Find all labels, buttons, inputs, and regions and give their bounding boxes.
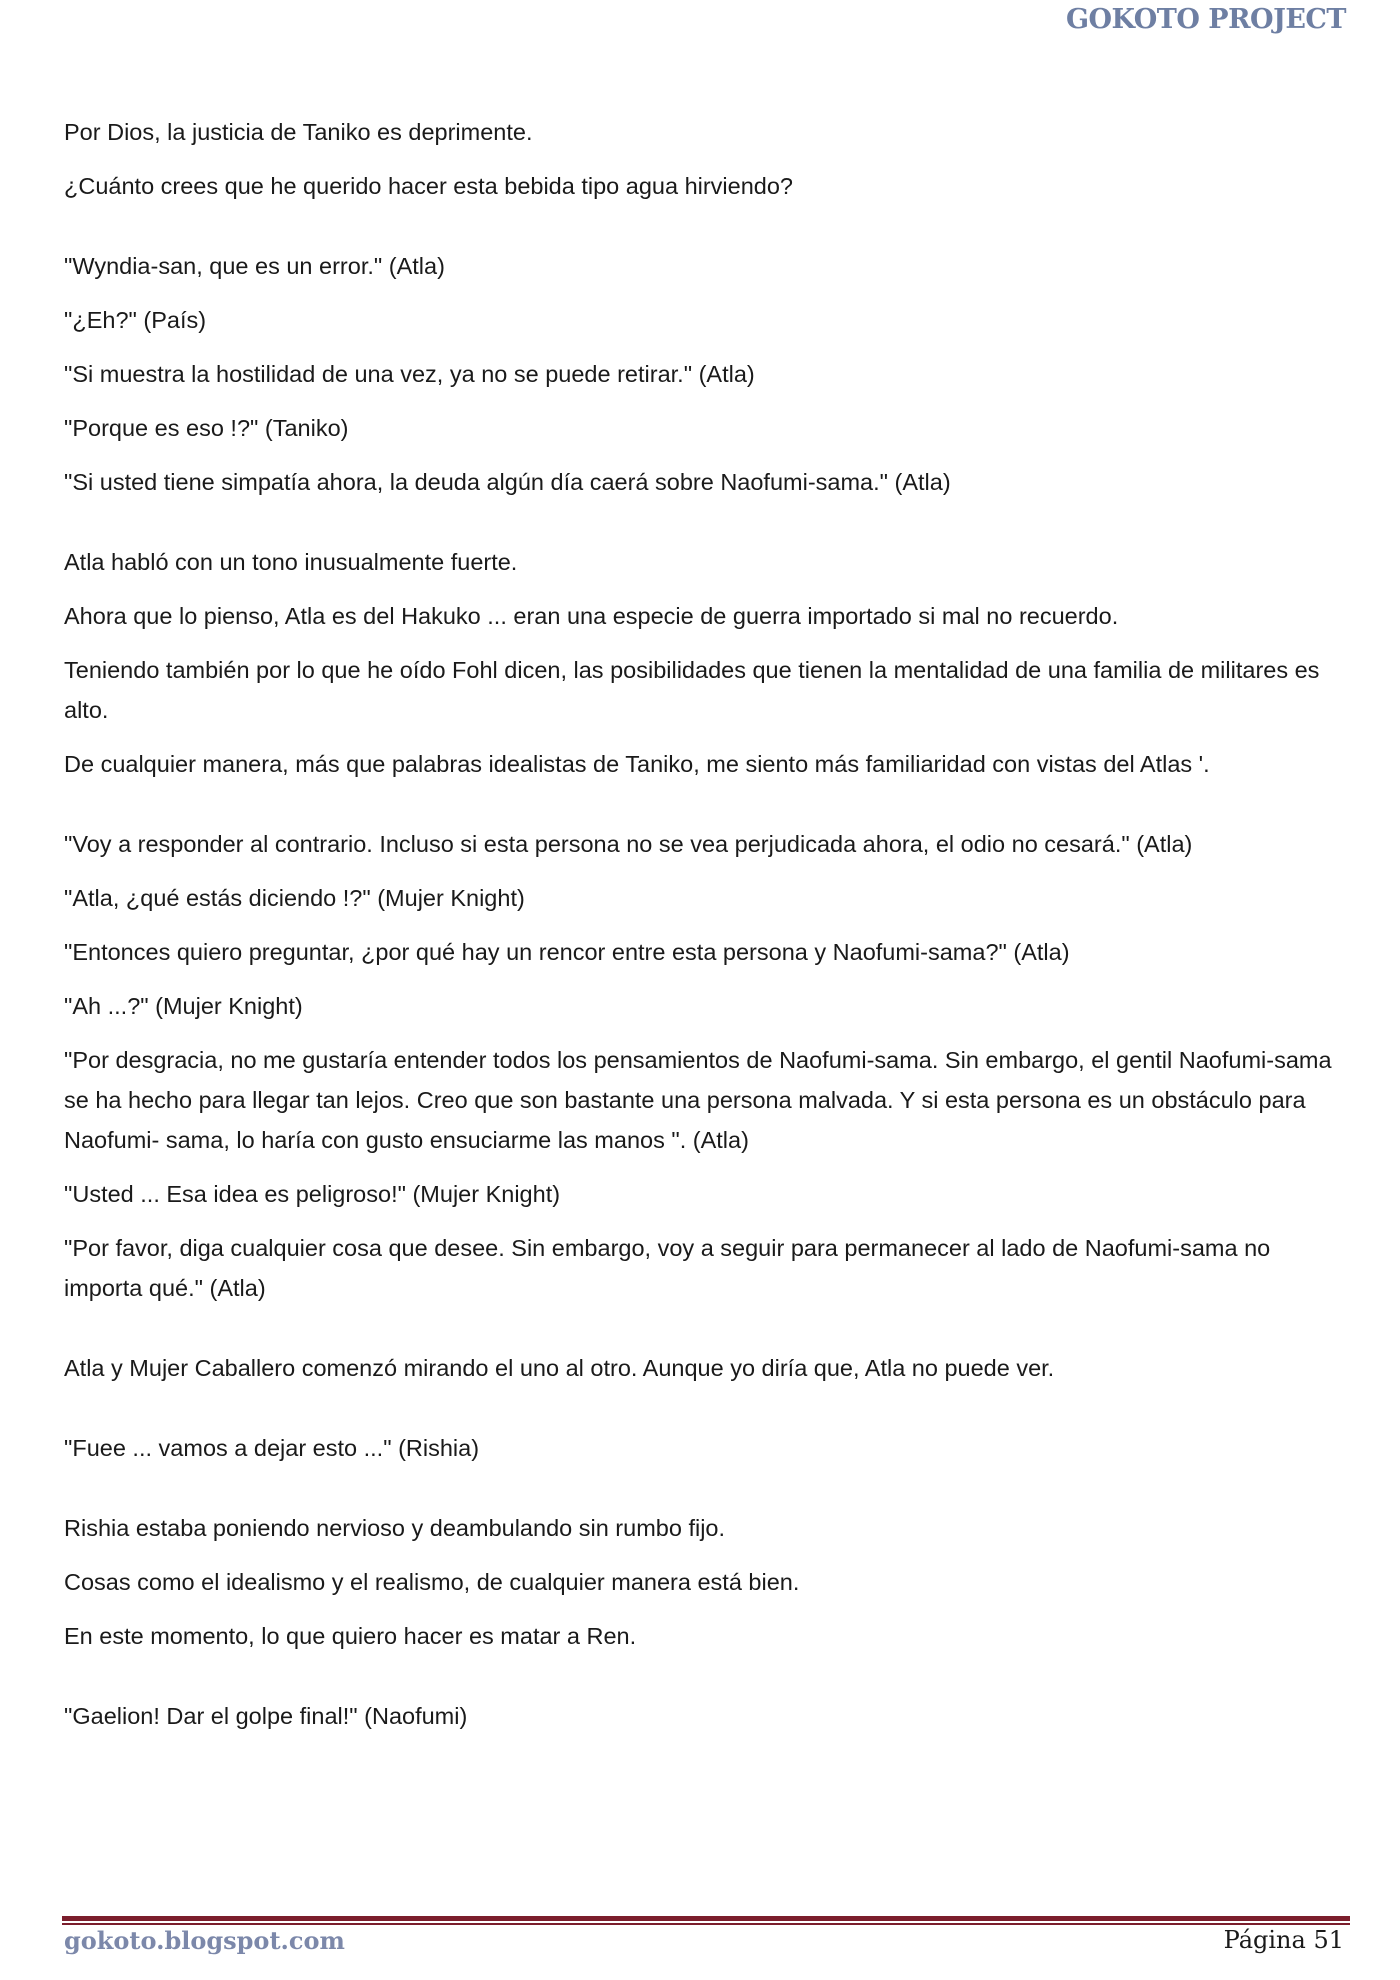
paragraph: Ahora que lo pienso, Atla es del Hakuko ... eran una especie de guerra importado si mal no recuerdo. (64, 603, 1119, 629)
paragraph: "Fuee ... vamos a dejar esto ..." (Rishia) (64, 1435, 480, 1461)
paragraph: "Gaelion! Dar el golpe final!" (Naofumi) (64, 1703, 468, 1729)
footer-divider-thin (62, 1923, 1350, 1925)
paragraph: "Atla, ¿qué estás diciendo !?" (Mujer Knight) (64, 885, 525, 911)
paragraph: Teniendo también por lo que he oído Fohl dicen, las posibilidades que tienen la mentalidad de una familia de militares es alto. (64, 657, 1320, 723)
paragraph: "Si usted tiene simpatía ahora, la deuda algún día caerá sobre Naofumi-sama." (Atla) (64, 469, 951, 495)
paragraph: ¿Cuánto crees que he querido hacer esta bebida tipo agua hirviendo? (64, 173, 794, 199)
paragraph: "Por favor, diga cualquier cosa que desee. Sin embargo, voy a seguir para permanecer al lado de Naofumi-sama no importa qué." (Atla) (64, 1235, 1271, 1301)
paragraph: Atla y Mujer Caballero comenzó mirando el uno al otro. Aunque yo diría que, Atla no puede ver. (64, 1355, 1055, 1381)
project-logo: GOKOTO PROJECT (1065, 4, 1346, 35)
paragraph: "Ah ...?" (Mujer Knight) (64, 993, 303, 1019)
paragraph: "Por desgracia, no me gustaría entender todos los pensamientos de Naofumi-sama. Sin embargo, el gentil Naofumi-sama se ha hecho para llegar tan lejos. Creo que son bastante una persona malvada. Y si esta persona es un obstáculo para Naofumi- sama, lo haría con gusto ensuciarme las manos ". (Atla) (64, 1047, 1332, 1153)
paragraph: "Wyndia-san, que es un error." (Atla) (64, 253, 445, 279)
footer-site-link[interactable]: gokoto.blogspot.com (64, 1926, 345, 1955)
paragraph: "Entonces quiero preguntar, ¿por qué hay un rencor entre esta persona y Naofumi-sama?" (Atla) (64, 939, 1070, 965)
paragraph: En este momento, lo que quiero hacer es matar a Ren. (64, 1623, 637, 1649)
paragraph: "Si muestra la hostilidad de una vez, ya no se puede retirar." (Atla) (64, 361, 755, 387)
paragraph: "Porque es eso !?" (Taniko) (64, 415, 349, 441)
paragraph: Cosas como el idealismo y el realismo, de cualquier manera está bien. (64, 1569, 800, 1595)
footer-divider-thick (62, 1916, 1350, 1921)
paragraph: "Usted ... Esa idea es peligroso!" (Mujer Knight) (64, 1181, 561, 1207)
paragraph: De cualquier manera, más que palabras idealistas de Taniko, me siento más familiaridad con vistas del Atlas '. (64, 751, 1210, 777)
paragraph: "¿Eh?" (País) (64, 307, 207, 333)
paragraph: Atla habló con un tono inusualmente fuerte. (64, 549, 518, 575)
page-number: Página 51 (1223, 1926, 1344, 1954)
paragraph: "Voy a responder al contrario. Incluso si esta persona no se vea perjudicada ahora, el odio no cesará." (Atla) (64, 831, 1193, 857)
paragraph: Rishia estaba poniendo nervioso y deambulando sin rumbo fijo. (64, 1515, 726, 1541)
paragraph: Por Dios, la justicia de Taniko es deprimente. (64, 119, 533, 145)
document-body (64, 112, 1349, 1736)
footer-divider (62, 1916, 1350, 1925)
